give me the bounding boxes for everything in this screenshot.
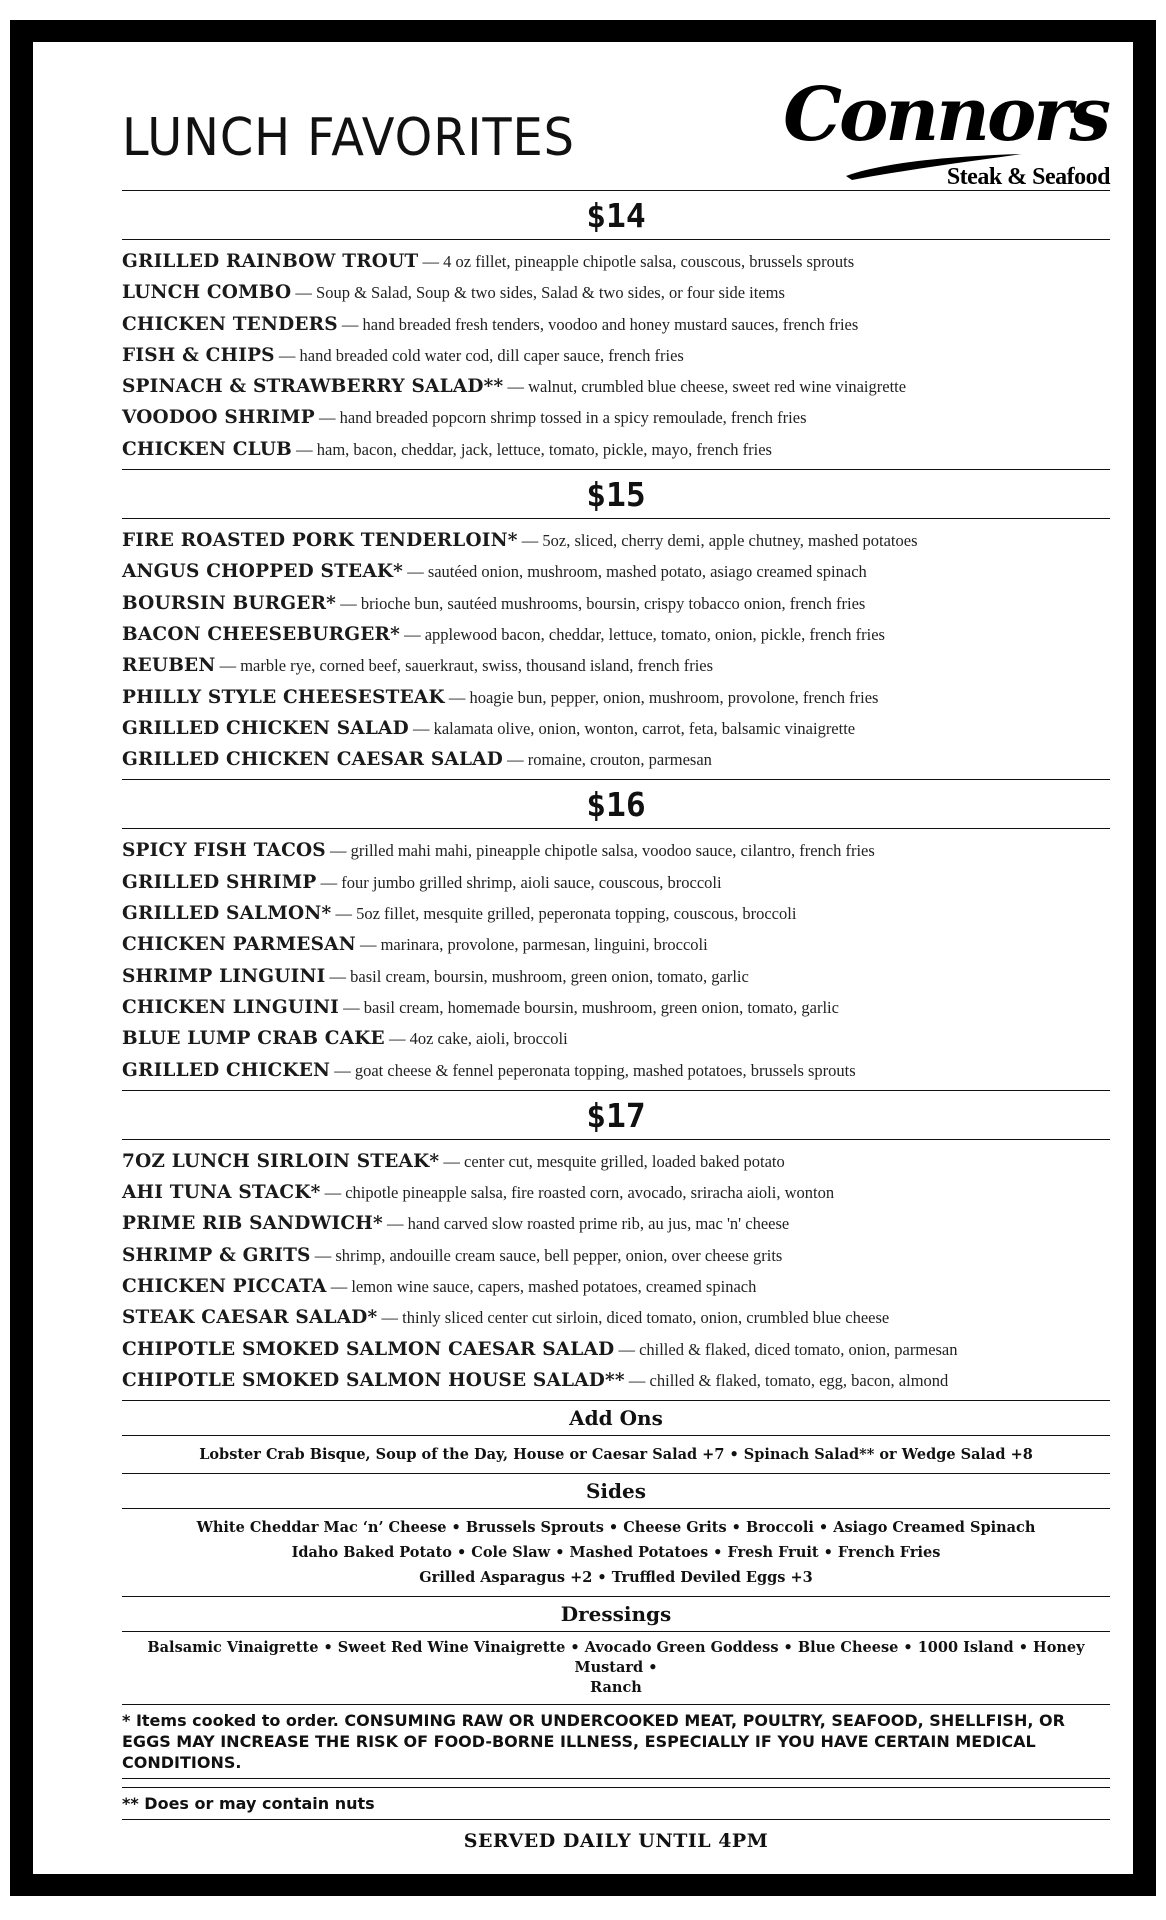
item-name: FIRE ROASTED PORK TENDERLOIN* <box>122 530 518 552</box>
dressings-block <box>122 1632 1110 1704</box>
item-description: — chilled & flaked, diced tomato, onion, parmesan <box>614 1339 958 1359</box>
item-description: — hoagie bun, pepper, onion, mushroom, provolone, french fries <box>444 687 879 707</box>
sides-block <box>122 1509 1110 1596</box>
add-ons-block <box>122 1436 1110 1473</box>
menu-item <box>122 929 1110 960</box>
menu-item <box>122 1146 1110 1177</box>
menu-item <box>122 835 1110 866</box>
menu-item <box>122 898 1110 929</box>
menu-item <box>122 277 1110 308</box>
menu-item <box>122 619 1110 650</box>
item-name: FISH & CHIPS <box>122 344 275 366</box>
item-description: — grilled mahi mahi, pineapple chipotle salsa, voodoo sauce, cilantro, french fries <box>325 841 875 861</box>
menu-item <box>122 744 1110 775</box>
menu-section <box>122 519 1110 779</box>
item-description: — basil cream, boursin, mushroom, green onion, tomato, garlic <box>325 966 749 986</box>
menu-item <box>122 1334 1110 1365</box>
item-description: — shrimp, andouille cream sauce, bell pepper, onion, over cheese grits <box>310 1245 783 1265</box>
item-name: SHRIMP LINGUINI <box>122 965 326 987</box>
item-description: — kalamata olive, onion, wonton, carrot, feta, balsamic vinaigrette <box>408 718 856 738</box>
dressings-line: Ranch <box>590 1679 642 1697</box>
dressings-line: Balsamic Vinaigrette • Sweet Red Wine Vinaigrette • Avocado Green Goddess • Blue Cheese • 1000 Island • Honey Mustard • <box>147 1639 1085 1677</box>
menu-item <box>122 713 1110 744</box>
item-name: BOURSIN BURGER* <box>122 592 337 614</box>
item-description: — applewood bacon, cheddar, lettuce, tomato, onion, pickle, french fries <box>399 624 885 644</box>
sides-line: Grilled Asparagus +2 • Truffled Deviled Eggs +3 <box>419 1569 813 1587</box>
brand-tagline: Steak & Seafood <box>946 164 1110 190</box>
menu-item <box>122 1177 1110 1208</box>
item-description: — chipotle pineapple salsa, fire roasted corn, avocado, sriracha aioli, wonton <box>320 1183 835 1203</box>
menu-item <box>122 1055 1110 1086</box>
item-name: CHIPOTLE SMOKED SALMON CAESAR SALAD <box>122 1338 615 1360</box>
item-name: STEAK CAESAR SALAD* <box>122 1307 378 1329</box>
menu-title: LUNCH FAVORITES <box>122 108 575 168</box>
item-description: — 4oz cake, aioli, broccoli <box>384 1029 568 1049</box>
item-description: — hand breaded fresh tenders, voodoo and honey mustard sauces, french fries <box>337 314 859 334</box>
menu-section <box>122 829 1110 1089</box>
menu-item <box>122 1365 1110 1396</box>
item-description: — thinly sliced center cut sirloin, diced tomato, onion, crumbled blue cheese <box>377 1308 890 1328</box>
item-name: CHICKEN CLUB <box>122 438 293 460</box>
menu-card <box>33 42 1133 1874</box>
price-heading: $17 <box>586 1095 646 1135</box>
menu-item <box>122 371 1110 402</box>
menu-item <box>122 867 1110 898</box>
menu-section <box>122 1140 1110 1400</box>
item-description: — 4 oz fillet, pineapple chipotle salsa, couscous, brussels sprouts <box>418 252 855 271</box>
item-description: — center cut, mesquite grilled, loaded baked potato <box>439 1151 785 1171</box>
item-name: GRILLED SHRIMP <box>122 871 317 893</box>
item-name: PHILLY STYLE CHEESESTEAK <box>122 686 445 708</box>
item-description: — hand breaded cold water cod, dill caper sauce, french fries <box>274 345 684 365</box>
item-name: GRILLED SALMON* <box>122 903 332 925</box>
menu-item <box>122 402 1110 433</box>
item-description: — hand breaded popcorn shrimp tossed in a spicy remoulade, french fries <box>314 408 807 428</box>
menu-item <box>122 682 1110 713</box>
menu-item <box>122 1023 1110 1054</box>
price-heading: $16 <box>586 785 646 825</box>
item-description: — basil cream, homemade boursin, mushroom, green onion, tomato, garlic <box>339 997 839 1017</box>
item-name: 7OZ LUNCH SIRLOIN STEAK* <box>122 1150 440 1172</box>
nuts-warning: ** Does or may contain nuts <box>122 1794 375 1814</box>
price-heading: $15 <box>586 475 646 515</box>
menu-border <box>10 20 1156 1896</box>
item-name: REUBEN <box>122 655 216 677</box>
item-name: GRILLED CHICKEN <box>122 1059 331 1081</box>
item-description: — goat cheese & fennel peperonata topping, mashed potatoes, brussels sprouts <box>330 1060 856 1080</box>
sides-heading: Sides <box>585 1479 646 1504</box>
sides-line: Idaho Baked Potato • Cole Slaw • Mashed Potatoes • Fresh Fruit • French Fries <box>291 1544 941 1562</box>
item-name: LUNCH COMBO <box>122 282 292 304</box>
spacer <box>122 1779 1110 1787</box>
item-name: CHICKEN PICCATA <box>122 1276 327 1298</box>
item-name: BLUE LUMP CRAB CAKE <box>122 1028 385 1050</box>
item-name: CHICKEN TENDERS <box>122 313 338 335</box>
menu-item <box>122 1208 1110 1239</box>
served-hours: SERVED DAILY UNTIL 4PM <box>463 1830 769 1853</box>
menu-content <box>122 72 1110 1853</box>
price-heading: $14 <box>586 196 646 235</box>
menu-item <box>122 1240 1110 1271</box>
item-description: — ham, bacon, cheddar, jack, lettuce, tomato, pickle, mayo, french fries <box>292 439 772 459</box>
item-name: ANGUS CHOPPED STEAK* <box>122 561 404 583</box>
menu-section <box>122 240 1110 469</box>
item-name: PRIME RIB SANDWICH* <box>122 1213 383 1235</box>
item-description: — sautéed onion, mushroom, mashed potato, asiago creamed spinach <box>403 562 867 582</box>
item-description: — four jumbo grilled shrimp, aioli sauce, couscous, broccoli <box>316 872 722 892</box>
item-name: SHRIMP & GRITS <box>122 1244 311 1266</box>
menu-item <box>122 1302 1110 1333</box>
menu-item <box>122 1271 1110 1302</box>
item-description: — 5oz, sliced, cherry demi, apple chutney, mashed potatoes <box>517 531 918 551</box>
item-name: CHICKEN LINGUINI <box>122 996 340 1018</box>
item-description: — romaine, crouton, parmesan <box>502 750 712 770</box>
menu-item <box>122 309 1110 340</box>
menu-item <box>122 588 1110 619</box>
menu-item <box>122 556 1110 587</box>
item-name: VOODOO SHRIMP <box>122 407 315 429</box>
item-name: GRILLED CHICKEN CAESAR SALAD <box>122 749 503 771</box>
item-name: SPICY FISH TACOS <box>122 840 326 862</box>
menu-header <box>122 72 1110 190</box>
menu-item <box>122 961 1110 992</box>
item-name: BACON CHEESEBURGER* <box>122 623 400 645</box>
item-description: — walnut, crumbled blue cheese, sweet red wine vinaigrette <box>503 377 907 397</box>
dressings-heading: Dressings <box>560 1602 672 1627</box>
menu-item <box>122 992 1110 1023</box>
item-name: CHIPOTLE SMOKED SALMON HOUSE SALAD** <box>122 1369 625 1391</box>
menu-item <box>122 434 1110 465</box>
add-ons-text: Lobster Crab Bisque, Soup of the Day, House or Caesar Salad +7 • Spinach Salad** or Wedge Salad +8 <box>199 1446 1033 1464</box>
item-description: — hand carved slow roasted prime rib, au jus, mac 'n' cheese <box>382 1214 790 1234</box>
item-name: GRILLED RAINBOW TROUT <box>122 251 419 272</box>
menu-item <box>122 246 1110 277</box>
item-description: — Soup & Salad, Soup & two sides, Salad & two sides, or four side items <box>291 283 785 303</box>
brand-name: Connors <box>783 72 1108 158</box>
menu-item <box>122 340 1110 371</box>
menu-item <box>122 650 1110 681</box>
menu-item <box>122 525 1110 556</box>
item-name: CHICKEN PARMESAN <box>122 934 356 956</box>
item-name: AHI TUNA STACK* <box>122 1182 321 1204</box>
item-description: — marinara, provolone, parmesan, linguini, broccoli <box>355 935 708 955</box>
item-name: SPINACH & STRAWBERRY SALAD** <box>122 376 504 398</box>
item-description: — marble rye, corned beef, sauerkraut, swiss, thousand island, french fries <box>215 656 714 676</box>
item-description: — 5oz fillet, mesquite grilled, peperonata topping, couscous, broccoli <box>331 904 797 924</box>
brand-logo <box>783 72 1110 192</box>
add-ons-heading: Add Ons <box>569 1406 663 1431</box>
item-description: — chilled & flaked, tomato, egg, bacon, almond <box>624 1370 949 1390</box>
item-description: — brioche bun, sautéed mushrooms, boursin, crispy tobacco onion, french fries <box>336 593 866 613</box>
item-name: GRILLED CHICKEN SALAD <box>122 717 409 739</box>
raw-food-warning: * Items cooked to order. CONSUMING RAW OR UNDERCOOKED MEAT, POULTRY, SEAFOOD, SHELLFISH, OR EGGS MAY INCREASE THE RISK OF FOOD-BORNE ILLNESS, ESPECIALLY IF YOU HAVE CERTAIN MEDICAL CONDITIONS. <box>122 1711 1065 1773</box>
sides-line: White Cheddar Mac ‘n’ Cheese • Brussels Sprouts • Cheese Grits • Broccoli • Asiago Creamed Spinach <box>196 1519 1036 1537</box>
item-description: — lemon wine sauce, capers, mashed potatoes, creamed spinach <box>326 1277 757 1297</box>
